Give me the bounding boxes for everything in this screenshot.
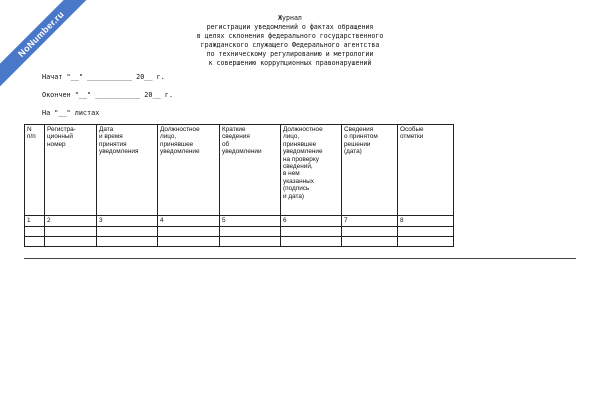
- table-cell: [158, 237, 220, 247]
- title-line: гражданского служащего Федерального агентства: [200, 40, 380, 49]
- table-row: [25, 237, 454, 247]
- column-number: 1: [25, 216, 45, 227]
- title-line: регистрации уведомлений о фактах обращения: [206, 22, 374, 31]
- sheets-count: На "__" листах: [42, 109, 100, 117]
- journal-table: [24, 124, 454, 247]
- table-cell: [281, 227, 342, 237]
- table-cell: [45, 237, 97, 247]
- table-cell: [158, 227, 220, 237]
- column-header: Сведения о принятом решении (дата): [342, 125, 398, 216]
- title-line: по техническому регулированию и метрологии: [206, 49, 374, 58]
- table-cell: [398, 237, 454, 247]
- table-cell: [45, 227, 97, 237]
- column-header: Особые отметки: [398, 125, 454, 216]
- table-number-row: [25, 216, 454, 227]
- table-cell: [97, 237, 158, 247]
- column-number: 3: [97, 216, 158, 227]
- table-row: [25, 227, 454, 237]
- started-date: Начат "__" ___________ 20__ г.: [42, 73, 165, 81]
- title-line: в целях склонения федерального государственного: [196, 31, 384, 40]
- table-cell: [281, 237, 342, 247]
- table-cell: [220, 227, 281, 237]
- column-number: 2: [45, 216, 97, 227]
- finished-date: Окончен "__" ___________ 20__ г.: [42, 91, 173, 99]
- column-header: Должностное лицо, принявшее уведомление на проверку сведений, в нем указанных (подпись и дата): [281, 125, 342, 216]
- title-line: к совершению коррупционных правонарушений: [208, 58, 372, 67]
- column-number: 8: [398, 216, 454, 227]
- table-cell: [398, 227, 454, 237]
- table-cell: [220, 237, 281, 247]
- column-number: 6: [281, 216, 342, 227]
- table-cell: [342, 237, 398, 247]
- watermark-ribbon: NoNumber.ru: [0, 0, 100, 93]
- horizontal-rule: [24, 258, 576, 259]
- column-number: 5: [220, 216, 281, 227]
- title-line: Журнал: [278, 14, 302, 22]
- table-header-row: [25, 125, 454, 216]
- table-cell: [342, 227, 398, 237]
- column-number: 7: [342, 216, 398, 227]
- column-header: N п/п: [25, 125, 45, 216]
- table-cell: [25, 237, 45, 247]
- column-header: Дата и время принятия уведомления: [97, 125, 158, 216]
- column-number: 4: [158, 216, 220, 227]
- table-cell: [25, 227, 45, 237]
- column-header: Должностное лицо, принявшее уведомление: [158, 125, 220, 216]
- table-cell: [97, 227, 158, 237]
- journal-title: [40, 14, 540, 67]
- column-header: Регистра- ционный номер: [45, 125, 97, 216]
- column-header: Краткие сведения об уведомлении: [220, 125, 281, 216]
